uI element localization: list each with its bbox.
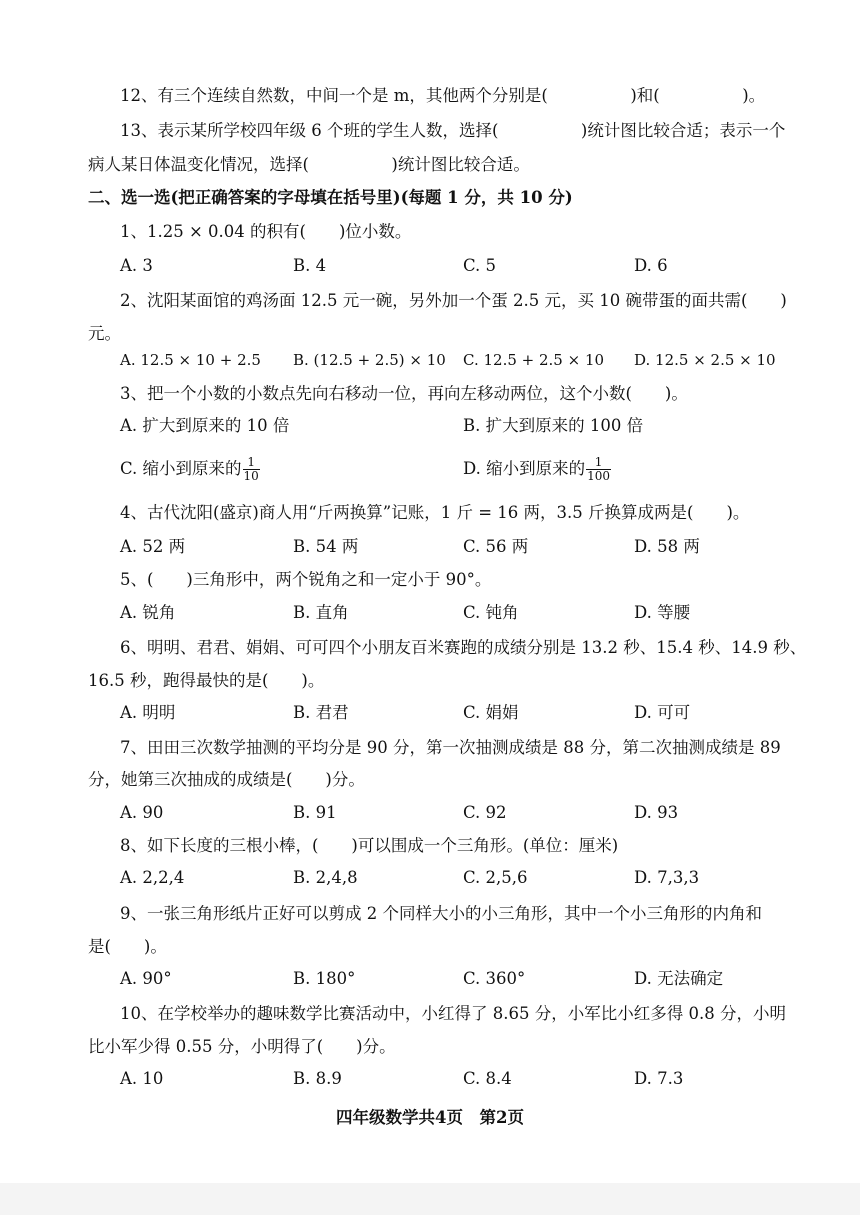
- mc-4-option-d: D. 58 两: [634, 537, 700, 556]
- question-12: 12、有三个连续自然数，中间一个是 m，其他两个分别是( )和( )。: [120, 86, 766, 105]
- mc-9-option-a: A. 90°: [120, 969, 172, 988]
- scan-bottom-edge: [0, 1183, 860, 1215]
- mc-question-7-line-2: 分，她第三次抽成的成绩是( )分。: [88, 770, 365, 789]
- mc-3-option-c: [120, 456, 260, 483]
- mc-5-option-a: A. 锐角: [120, 603, 176, 622]
- mc-6-option-d: D. 可可: [634, 703, 691, 722]
- mc-2-option-a: A. 12.5 × 10 + 2.5: [120, 351, 261, 369]
- mc-4-option-c: C. 56 两: [463, 537, 529, 556]
- mc-10-option-a: A. 10: [120, 1069, 164, 1088]
- mc-2-option-b: B. (12.5 + 2.5) × 10: [293, 351, 446, 369]
- fraction-one-hundredth: [586, 456, 611, 483]
- mc-8-option-c: C. 2,5,6: [463, 868, 528, 887]
- mc-5-option-b: B. 直角: [293, 603, 349, 622]
- mc-question-3: 3、把一个小数的小数点先向右移动一位，再向左移动两位，这个小数( )。: [120, 384, 688, 403]
- mc-3-option-b: B. 扩大到原来的 100 倍: [463, 416, 644, 435]
- question-13-line-2: 病人某日体温变化情况，选择( )统计图比较合适。: [88, 155, 530, 174]
- fraction-numerator: 1: [586, 456, 611, 470]
- mc-1-option-c: C. 5: [463, 256, 497, 275]
- mc-question-10-line-2: 比小军少得 0.55 分，小明得了( )分。: [88, 1037, 396, 1056]
- mc-question-4: 4、古代沈阳(盛京)商人用“斤两换算”记账，1 斤 = 16 两，3.5 斤换算成两是( )。: [120, 503, 750, 522]
- mc-6-option-a: A. 明明: [120, 703, 176, 722]
- mc-5-option-d: D. 等腰: [634, 603, 691, 622]
- mc-question-2-line-2: 元。: [88, 324, 121, 343]
- mc-3-option-a: A. 扩大到原来的 10 倍: [120, 416, 290, 435]
- fraction-denominator: 10: [243, 469, 259, 483]
- mc-6-option-b: B. 君君: [293, 703, 349, 722]
- page-footer: 四年级数学共4页 第2页: [336, 1108, 524, 1127]
- mc-4-option-a: A. 52 两: [120, 537, 186, 556]
- fraction-numerator: 1: [243, 456, 260, 470]
- mc-8-option-a: A. 2,2,4: [120, 868, 185, 887]
- mc-7-option-d: D. 93: [634, 803, 679, 822]
- mc-4-option-b: B. 54 两: [293, 537, 359, 556]
- mc-question-2-line-1: 2、沈阳某面馆的鸡汤面 12.5 元一碗，另外加一个蛋 2.5 元，买 10 碗带蛋的面共需( ): [120, 291, 787, 310]
- mc-question-7-line-1: 7、田田三次数学抽测的平均分是 90 分，第一次抽测成绩是 88 分，第二次抽测成绩是 89: [120, 738, 781, 757]
- mc-question-9-line-1: 9、一张三角形纸片正好可以剪成 2 个同样大小的小三角形，其中一个小三角形的内角和: [120, 904, 762, 923]
- mc-6-option-c: C. 娟娟: [463, 703, 519, 722]
- fraction-one-tenth: [243, 456, 260, 483]
- mc-1-option-b: B. 4: [293, 256, 327, 275]
- mc-question-1: 1、1.25 × 0.04 的积有( )位小数。: [120, 222, 412, 241]
- mc-3-option-d: [463, 456, 611, 483]
- section-2-heading: 二、选一选(把正确答案的字母填在括号里)(每题 1 分，共 10 分): [88, 188, 573, 207]
- mc-question-6-line-2: 16.5 秒，跑得最快的是( )。: [88, 671, 325, 690]
- mc-7-option-c: C. 92: [463, 803, 507, 822]
- mc-2-option-c: C. 12.5 + 2.5 × 10: [463, 351, 605, 369]
- mc-9-option-d: D. 无法确定: [634, 969, 724, 988]
- mc-5-option-c: C. 钝角: [463, 603, 519, 622]
- mc-question-8: 8、如下长度的三根小棒，( )可以围成一个三角形。(单位：厘米): [120, 836, 619, 855]
- mc-question-5: 5、( )三角形中，两个锐角之和一定小于 90°。: [120, 570, 492, 589]
- fraction-denominator: 100: [587, 469, 611, 483]
- mc-8-option-d: D. 7,3,3: [634, 868, 700, 887]
- mc-9-option-b: B. 180°: [293, 969, 356, 988]
- mc-10-option-b: B. 8.9: [293, 1069, 342, 1088]
- mc-10-option-c: C. 8.4: [463, 1069, 512, 1088]
- mc-8-option-b: B. 2,4,8: [293, 868, 358, 887]
- mc-2-option-d: D. 12.5 × 2.5 × 10: [634, 351, 776, 369]
- mc-question-6-line-1: 6、明明、君君、娟娟、可可四个小朋友百米赛跑的成绩分别是 13.2 秒、15.4 秒、14.9 秒、: [120, 638, 807, 657]
- question-13-line-1: 13、表示某所学校四年级 6 个班的学生人数，选择( )统计图比较合适；表示一个: [120, 121, 786, 140]
- mc-10-option-d: D. 7.3: [634, 1069, 684, 1088]
- mc-7-option-b: B. 91: [293, 803, 337, 822]
- mc-1-option-a: A. 3: [120, 256, 153, 275]
- mc-3-option-d-text: D. 缩小到原来的: [463, 459, 586, 478]
- mc-3-option-c-text: C. 缩小到原来的: [120, 459, 242, 478]
- mc-question-9-line-2: 是( )。: [88, 937, 167, 956]
- mc-9-option-c: C. 360°: [463, 969, 526, 988]
- mc-7-option-a: A. 90: [120, 803, 164, 822]
- mc-question-10-line-1: 10、在学校举办的趣味数学比赛活动中，小红得了 8.65 分，小军比小红多得 0.8 分，小明: [120, 1004, 786, 1023]
- mc-1-option-d: D. 6: [634, 256, 668, 275]
